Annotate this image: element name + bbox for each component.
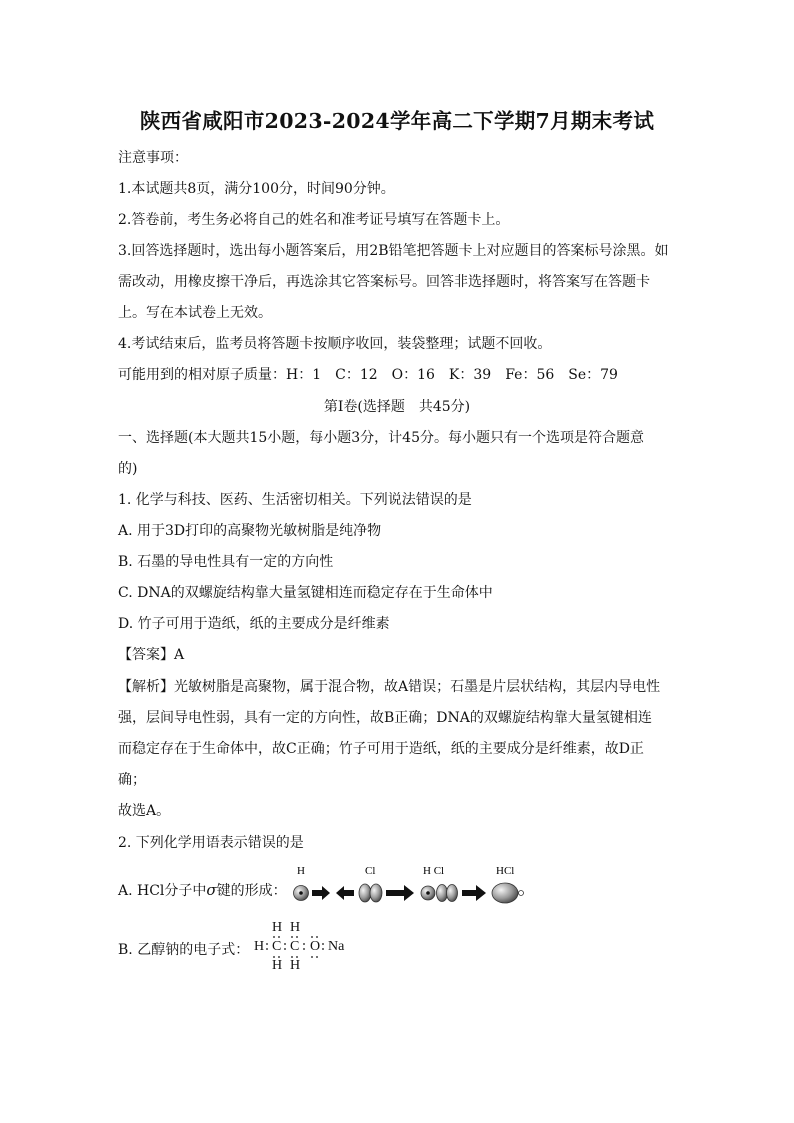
q1-option-c: C. DNA的双螺旋结构靠大量氢键相连而稳定存在于生命体中 xyxy=(118,585,493,601)
atom-h-top-2: H xyxy=(290,920,301,935)
sigma-symbol: σ xyxy=(206,881,217,899)
atom-h-bottom-1: H xyxy=(272,958,283,973)
notice-2: 2.答卷前，考生务必将自己的姓名和准考证号填写在答题卡上。 xyxy=(118,212,510,228)
label-cl: Cl xyxy=(365,865,376,877)
q1-conclusion: 故选A。 xyxy=(118,803,171,819)
section-title: 第Ⅰ卷(选择题 共45分) xyxy=(323,399,471,415)
q2-option-b: B. 乙醇钠的电子式： xyxy=(118,942,250,958)
electron-dots xyxy=(254,920,354,980)
q1-analysis-1: 【解析】光敏树脂是高聚物，属于混合物，故A错误；石墨是片层状结构，其层内导电性 xyxy=(118,679,661,695)
hcl-sigma-orbital xyxy=(492,883,524,903)
q2-stem: 2. 下列化学用语表示错误的是 xyxy=(118,835,304,851)
atom-h-top-1: H xyxy=(272,920,283,935)
notice-3b: 需改动，用橡皮擦干净后，再选涂其它答案标号。回答非选择题时，将答案写在答题卡 xyxy=(118,274,650,290)
atom-c-2: C xyxy=(290,939,300,954)
atom-c-1: C xyxy=(272,939,282,954)
label-h: H xyxy=(297,865,305,877)
notice-4: 4.考试结束后，监考员将答题卡按顺序收回，装袋整理；试题不回收。 xyxy=(118,336,552,352)
cl-p-orbital xyxy=(359,884,382,902)
h-cl-approach xyxy=(421,885,458,902)
q1-answer: 【答案】A xyxy=(118,647,185,663)
q1-option-b: B. 石墨的导电性具有一定的方向性 xyxy=(118,554,334,570)
label-h-cl: H Cl xyxy=(423,865,445,877)
notice-heading: 注意事项： xyxy=(118,150,188,166)
arrow-right-3 xyxy=(462,885,486,901)
atom-o: O xyxy=(310,939,321,954)
arrow-right-2 xyxy=(386,885,414,901)
q1-analysis-2: 强，层间导电性弱，具有一定的方向性，故B正确；DNA的双螺旋结构靠大量氢键相连 xyxy=(118,710,652,726)
q2-option-a xyxy=(118,880,298,900)
q1-stem: 1. 化学与科技、医药、生活密切相关。下列说法错误的是 xyxy=(118,492,472,508)
notice-1: 1.本试题共8页，满分100分，时间90分钟。 xyxy=(118,181,395,197)
sodium-ethoxide-electron-formula xyxy=(254,920,354,980)
q1-option-d: D. 竹子可用于造纸，纸的主要成分是纤维素 xyxy=(118,616,390,632)
arrow-left-1 xyxy=(336,886,354,900)
part-one-line-1: 一、选择题(本大题共15小题，每小题3分，计45分。每小题只有一个选项是符合题意 xyxy=(118,430,644,446)
label-hcl: HCl xyxy=(496,865,515,877)
atom-h-bottom-2: H xyxy=(290,958,301,973)
q1-option-a: A. 用于3D打印的高聚物光敏树脂是纯净物 xyxy=(118,523,382,539)
q2-option-a-label: A. HCl分子中 xyxy=(118,883,207,899)
q1-analysis-3: 而稳定存在于生命体中，故C正确；竹子可用于造纸，纸的主要成分是纤维素，故D正 xyxy=(118,741,644,757)
q1-analysis-4: 确； xyxy=(118,772,146,788)
atom-na: Na xyxy=(328,939,345,954)
q2-option-a-tail: 键的形成： xyxy=(216,883,287,899)
notice-3c: 上。写在本试卷上无效。 xyxy=(118,305,272,321)
notice-3a: 3.回答选择题时，选出每小题答案后，用2B铅笔把答题卡上对应题目的答案标号涂黑。如 xyxy=(118,243,669,259)
h-s-orbital xyxy=(294,886,309,901)
arrow-right-1 xyxy=(312,886,330,900)
sigma-bond-diagram xyxy=(288,858,528,908)
page-title: 陕西省咸阳市2023-2024学年高二下学期7月期末考试 xyxy=(139,109,655,133)
part-one-line-2: 的) xyxy=(118,461,138,477)
atomic-masses: 可能用到的相对原子质量：H：1 C：12 O：16 K：39 Fe：56 Se：79 xyxy=(118,367,618,383)
atom-h-left: H xyxy=(254,939,265,954)
